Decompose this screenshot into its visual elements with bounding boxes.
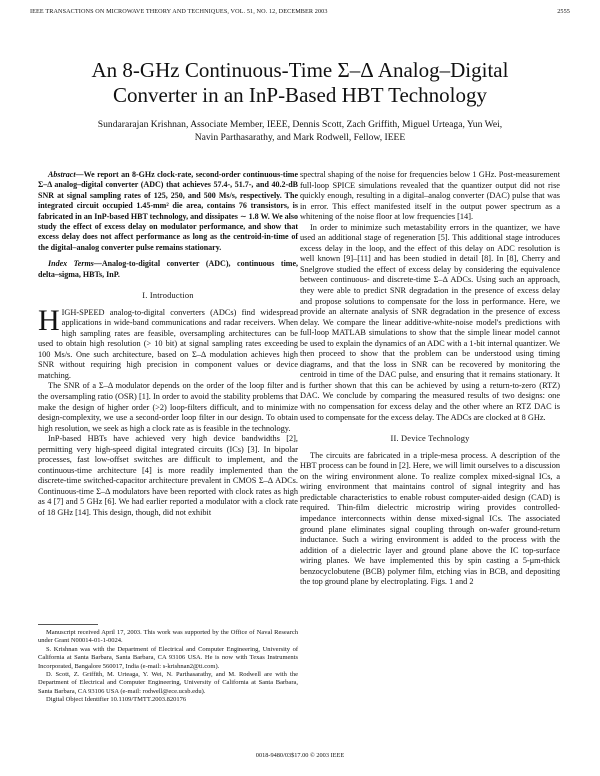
index-terms	[38, 259, 298, 280]
left-column	[38, 170, 298, 519]
index-terms-text: Analog-to-digital converter (ADC), continuous time, delta–sigma, HBTs, InP.	[38, 259, 299, 279]
page-header	[30, 8, 570, 20]
section-heading-device-technology: II. Device Technology	[390, 434, 470, 444]
intro-paragraph-2: The SNR of a Σ–Δ modulator depends on the order of the loop filter and the oversampling ratio (OSR) [1]. In order to avoid the stability problems that make the design of higher order (>2) loop-filters difficult, and to minimize design-complexity, we use a second-order loop filter in our design. To obtain high resolution, we seek as high a clock rate as is feasible in the technology.	[38, 381, 298, 433]
intro-paragraph-3: InP-based HBTs have achieved very high device bandwidths [2], permitting very high-speed digital integrated circuits (ICs) [3]. In bipolar processes, fast low-offset switches are difficult to implement, and the continuous-time architecture [4] is more readily implemented than the discrete-time switched-capacitor architecture prevalent in CMOS Σ–Δ ADCs. Continuous-time Σ–Δ modulators have been reported with clock rates as high as 4 [7] and 5 GHz [6]. We had earlier reported a modulator with a clock rate of 18 GHz [14]. This design, though, did not exhibit	[38, 434, 298, 517]
authors-line-1: Sundararajan Krishnan, Associate Member, IEEE, Dennis Scott, Zach Griffith, Miguel Urteaga, Yun Wei,	[97, 119, 503, 130]
intro-p1-text: analog-to-digital converters (ADCs) find widespread applications in wide-band communications and radar receivers. When high sampling rates are feasible, oversampling architectures can be used to obtain high resolution (> 10 bit) at signal sampling rates exceeding 100 Ms/s. One such architecture, based on Σ–Δ modulation achieves high SNR without requiring high precision in component values or device matching.	[38, 307, 298, 380]
footnote-4: Digital Object Identifier 10.1109/TMTT.2003.820176	[46, 696, 187, 704]
right-paragraph-3: The circuits are fabricated in a triple-mesa process. A description of the HBT process can be found in [2]. Here, we will limit ourselves to a discussion on the wiring environment alone. To realize complex mixed-signal ICs, a wiring environment that maintains control of signal integrity and has predictable characteristics to enable robust computer-aided design (CAD) is required. Thin-film dielectric microstrip wiring provides controlled-impedance interconnects within dense mixed-signal ICs. The associated ground plane eliminates signal coupling through on-wafer ground-return inductance. Such a wiring environment is added to the process with the addition of a dielectric layer and ground plane above the IC top-surface wiring planes. We have implemented this by spin casting a 5-μm-thick benzocyclobutene (BCB) polymer film, etching vias in BCB, and depositing the top ground plane by electroplating. Figs. 1 and 2	[300, 450, 560, 587]
index-terms-label: Index Terms—	[48, 259, 102, 269]
abstract-text: We report an 8-GHz clock-rate, second-order continuous-time Σ–Δ analog–digital converter (ADC) that achieves 57.4-, 51.7-, and 40.2-dB SNR at signal sampling rates of 125, 250, and 500 Ms/s, respectively. The integrated circuit occupied 1.45-mm² die area, contains 76 transistors, is fabricated in an InP-based HBT technology, and dissipates ∼ 1.8 W. We also study the effect of excess delay on modulator performance, and show that excess delay does not affect performance as long as the centroid-in-time of the digital–analog converter pulse remains stationary.	[38, 170, 299, 252]
intro-paragraph-1	[38, 303, 298, 382]
drop-cap: H	[38, 303, 60, 337]
journal-header: IEEE TRANSACTIONS ON MICROWAVE THEORY AND TECHNIQUES, VOL. 51, NO. 12, DECEMBER 2003	[30, 8, 328, 15]
footnote-rule	[38, 624, 98, 625]
footnotes	[38, 624, 298, 705]
right-paragraph-2: In order to minimize such metastability errors in the quantizer, we have used an additional stage of regeneration [5]. This additional stage introduces excess delay in the loop, and the effect of this delay on ADC resolution is well known [9]–[11] and has been studied in detail [8]. In [8], Cherry and Snelgrove studied the effect of excess delay by considering the equivalence between continuous- and discrete-time Σ–Δ ADCs. Using such an approach, they were able to predict SNR degradation in the presence of excess delay and propose solutions to compensate for the loss in performance. Here, we provide an alternate analysis of SNR degradation in the presence of excess delay. We compare the linear additive-white-noise model's predictions with full-loop MATLAB simulations to show that the simple linear model cannot be used to explain the dynamics of an ADC with a 1-bit internal quantizer. We then proceed to show that the problem can be understood using timing diagrams, and that the loss in SNR can be recovered by monitoring the centroid in time of the DAC pulse, and ensuring that it remains stationary. It is further shown that this can be achieved by using a return-to-zero (RTZ) DAC. We conclude by comparing the measured results of two designs: one with no compensation for excess delay and the other where an RTZ DAC is used to compensate for the excess delay. The ADCs are clocked at 8 GHz.	[300, 222, 560, 422]
intro-first-word: IGH-SPEED	[61, 307, 105, 317]
section-heading-introduction: I. Introduction	[142, 291, 194, 301]
author-list	[60, 119, 540, 144]
paper-title	[20, 58, 580, 108]
abstract	[38, 170, 298, 253]
abstract-label: Abstract—	[48, 170, 84, 179]
footnote-1: Manuscript received April 17, 2003. This work was supported by the Office of Naval Research under Grant N00014-01-1-0024.	[38, 629, 298, 645]
title-line-2: Converter in an InP-Based HBT Technology	[113, 83, 487, 107]
copyright-footer: 0018-9480/03$17.00 © 2003 IEEE	[255, 752, 345, 759]
title-line-1: An 8-GHz Continuous-Time Σ–Δ Analog–Digital	[91, 58, 509, 82]
authors-line-2: Navin Parthasarathy, and Mark Rodwell, Fellow, IEEE	[194, 131, 406, 143]
footnote-2: S. Krishnan was with the Department of Electrical and Computer Engineering, University of California at Santa Barbara, Santa Barbara, CA 93106 USA. He is now with Texas Instruments Incorporated, Bangalore 560017, India (e-mail: s-krishnan2@ti.com).	[38, 645, 298, 670]
footnote-3: D. Scott, Z. Griffith, M. Urteaga, Y. Wei, N. Parthasarathy, and M. Rodwell are with the Department of Electrical and Computer Engineering, University of California at Santa Barbara, Santa Barbara, CA 93106 USA (e-mail: rodwell@ece.ucsb.edu).	[38, 671, 298, 695]
page-number: 2555	[557, 8, 570, 15]
right-paragraph-1: spectral shaping of the noise for frequencies below 1 GHz. Post-measurement full-loop SPICE simulations revealed that the quantizer output did not rise quickly enough, resulting in a digital–analog converter (DAC) pulse that was in error. This effect manifested itself in the output power spectrum as a whitening of the noise floor at low frequencies [14].	[300, 170, 560, 222]
right-column	[300, 170, 560, 588]
